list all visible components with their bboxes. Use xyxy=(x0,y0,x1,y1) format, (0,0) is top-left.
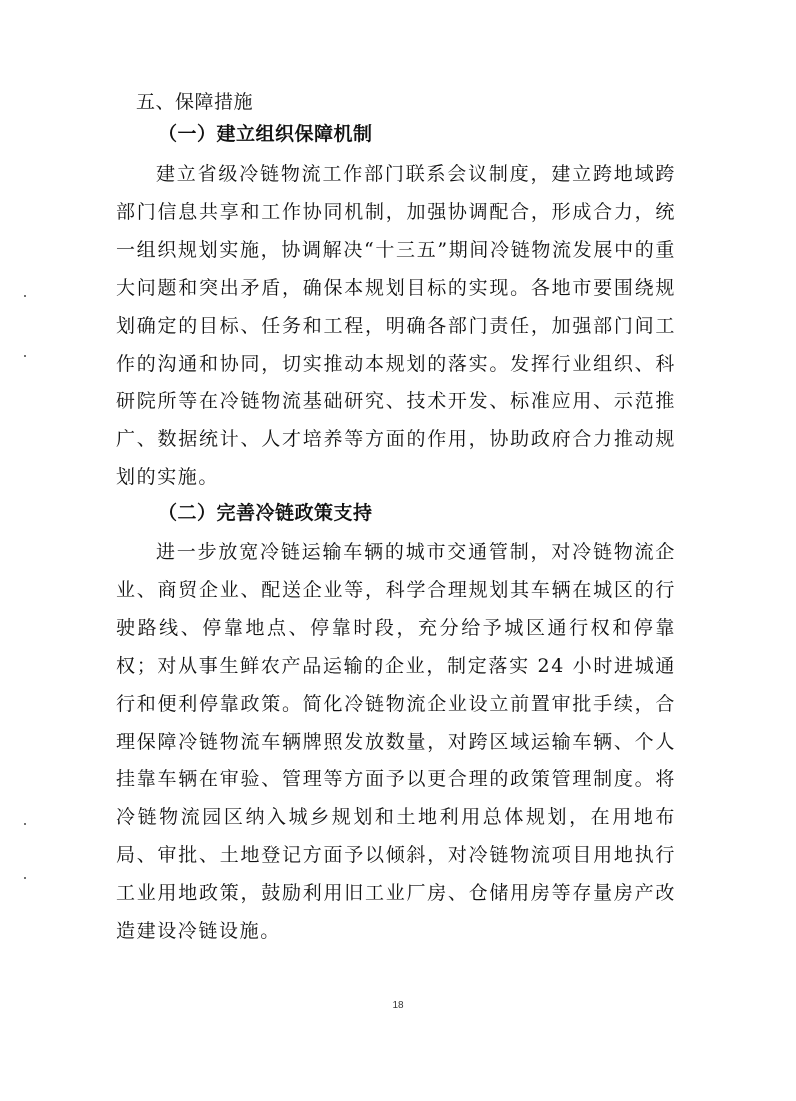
section-title: 五、保障措施 xyxy=(136,91,254,113)
subsection-heading-2: （二）完善冷链政策支持 xyxy=(158,502,373,524)
margin-mark xyxy=(24,877,26,879)
page-number: 18 xyxy=(392,1000,404,1011)
margin-mark xyxy=(24,823,26,825)
margin-mark xyxy=(24,355,26,357)
subsection-heading-1: （一）建立组织保障机制 xyxy=(158,123,373,145)
margin-mark xyxy=(24,295,26,297)
subsection-paragraph-2: 进一步放宽冷链运输车辆的城市交通管制，对冷链物流企业、商贸企业、配送企业等，科学合理规划其车辆在城区的行驶路线、停靠地点、停靠时段，充分给予城区通行权和停靠权；对从事生鲜农产品运输的企业，制定落实 24 小时进城通行和便利停靠政策。简化冷链物流企业设立前置审批手续，合理保障冷链物流车辆牌照发放数量，对跨区域运输车辆、个人挂靠车辆在审验、管理等方面予以更合理的政策管理制度。将冷链物流园区纳入城乡规划和土地利用总体规划，在用地布局、审批、土地登记方面予以倾斜，对冷链物流项目用地执行工业用地政策，鼓励利用旧工业厂房、仓储用房等存量房产改造建设冷链设施。 xyxy=(116,541,676,943)
subsection-paragraph-1: 建立省级冷链物流工作部门联系会议制度，建立跨地域跨部门信息共享和工作协同机制，加强协调配合，形成合力，统一组织规划实施，协调解决“十三五”期间冷链物流发展中的重大问题和突出矛盾，确保本规划目标的实现。各地市要围绕规划确定的目标、任务和工程，明确各部门责任，加强部门间工作的沟通和协同，切实推动本规划的落实。发挥行业组织、科研院所等在冷链物流基础研究、技术开发、标准应用、示范推广、数据统计、人才培养等方面的作用，协助政府合力推动规划的实施。 xyxy=(116,163,676,489)
